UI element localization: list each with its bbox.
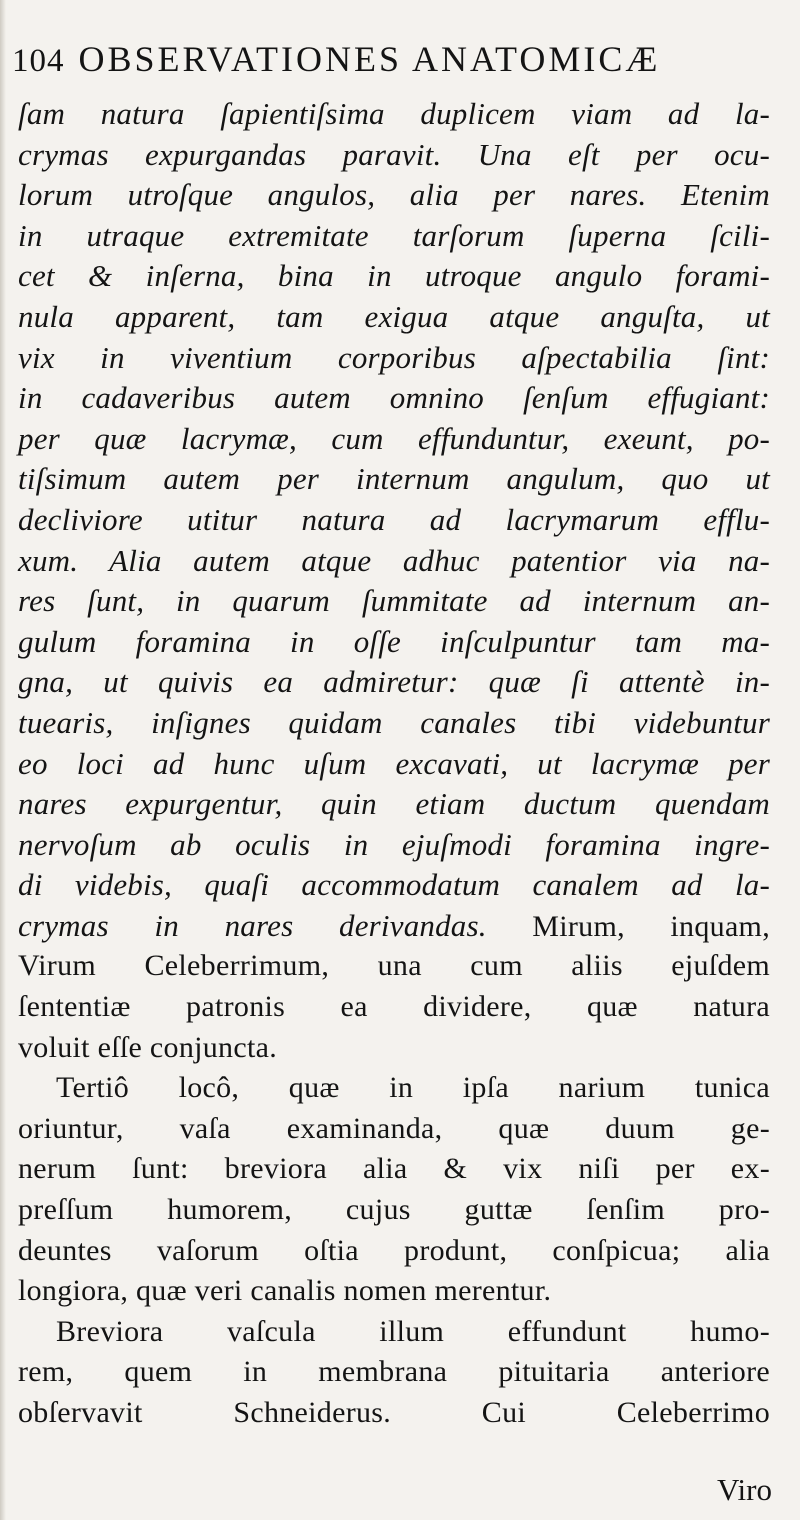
text-line: Virum Celeberrimum, una cum aliis ejuſdem <box>18 949 770 983</box>
text-line: per quæ lacrymæ, cum effunduntur, exeunt, po- <box>18 420 770 456</box>
text-line: ſam natura ſapientiſsima duplicem viam ad la- <box>18 96 770 131</box>
body-text <box>18 94 770 1434</box>
catchword: Viro <box>717 1472 772 1507</box>
text-line: nervoſum ab oculis in ejuſmodi foramina ingre- <box>18 826 770 862</box>
text-line: Tertiô locô, quæ in ipſa narium tunica <box>56 1071 770 1105</box>
text-line: lorum utroſque angulos, alia per nares. Etenim <box>18 177 770 213</box>
text-line: xum. Alia autem atque adhuc patentior via na- <box>18 542 770 578</box>
text-line: di videbis, quaſi accommodatum canalem ad la- <box>18 867 770 903</box>
page-number: 104 <box>12 43 65 79</box>
text-line <box>18 906 770 947</box>
text-line: vix in viventium corporibus aſpectabilia ſint: <box>18 339 770 375</box>
text-line: nerum ſunt: breviora alia & vix niſi per ex- <box>18 1152 770 1186</box>
text-line: Breviora vaſcula illum effundunt humo- <box>56 1314 770 1348</box>
page-header <box>12 38 792 88</box>
text-line: cet & inſerna, bina in utroque angulo forami- <box>18 258 770 294</box>
text-line: tuearis, inſignes quidam canales tibi videbuntur <box>18 704 770 740</box>
text-line: tiſsimum autem per internum angulum, quo ut <box>18 461 770 497</box>
text-line-roman-part: Mirum, inquam, <box>486 909 770 943</box>
text-line: longiora, quæ veri canalis nomen merentur. <box>18 1274 552 1308</box>
text-line: voluit eſſe conjuncta. <box>18 1030 278 1064</box>
text-line: nula apparent, tam exigua atque anguſta, ut <box>18 298 770 334</box>
text-line: in cadaveribus autem omnino ſenſum effugiant: <box>18 380 770 416</box>
text-line: eo loci ad hunc uſum excavati, ut lacrymæ per <box>18 745 770 781</box>
text-line-italic-part: crymas in nares derivandas. <box>18 907 487 943</box>
text-line: gulum foramina in oſſe inſculpuntur tam ma- <box>18 623 770 659</box>
text-line: deuntes vaſorum oſtia produnt, conſpicua; alia <box>18 1233 770 1267</box>
text-line: oriuntur, vaſa examinanda, quæ duum ge- <box>18 1111 770 1145</box>
text-line: rem, quem in membrana pituitaria anteriore <box>18 1355 770 1389</box>
text-line: decliviore utitur natura ad lacrymarum efflu- <box>18 501 770 537</box>
text-line: res ſunt, in quarum ſummitate ad internum an- <box>18 583 770 619</box>
text-line: gna, ut quivis ea admiretur: quæ ſi attentè in- <box>18 664 770 700</box>
text-line: preſſum humorem, cujus guttæ ſenſim pro- <box>18 1193 770 1227</box>
text-line: in utraque extremitate tarſorum ſuperna ſcili- <box>18 217 770 253</box>
text-line: obſervavit Schneiderus. Cui Celeberrimo <box>18 1396 770 1429</box>
text-line: crymas expurgandas paravit. Una eſt per ocu- <box>18 136 770 172</box>
page-gutter-shadow <box>0 0 6 1520</box>
text-line: nares expurgentur, quin etiam ductum quendam <box>18 786 770 822</box>
running-title: OBSERVATIONES ANATOMICÆ <box>78 39 661 79</box>
text-line: ſententiæ patronis ea dividere, quæ natura <box>18 990 770 1024</box>
